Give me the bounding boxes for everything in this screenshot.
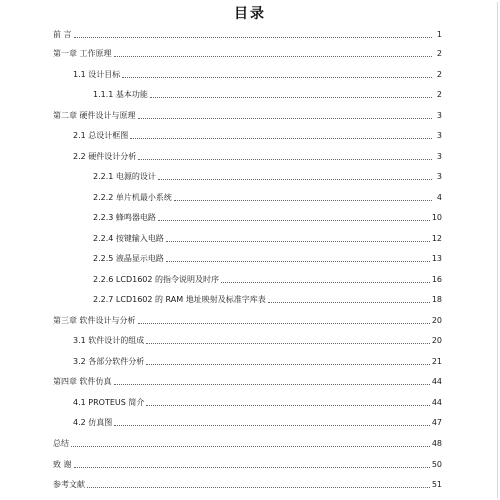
toc-entry-text: 2.2.5 液晶显示电路	[93, 254, 164, 263]
toc-leader-dots	[122, 76, 432, 78]
toc-entry-page: 16	[431, 275, 442, 284]
toc-entry-page: 3	[436, 152, 442, 161]
toc-entry-page: 47	[431, 418, 442, 427]
toc-entry-text: 总结	[53, 439, 69, 448]
toc-entry	[73, 150, 442, 162]
toc-entry	[73, 334, 442, 346]
toc-leader-dots	[221, 281, 430, 283]
toc-entry-page: 3	[436, 131, 442, 140]
toc-entry-text: 第一章 工作原理	[53, 49, 112, 58]
toc-entry	[53, 47, 442, 59]
toc-title: 目录	[234, 6, 266, 22]
toc-entry-page: 1	[436, 30, 442, 39]
toc-entry-page: 44	[431, 398, 442, 407]
toc-entry	[73, 396, 442, 408]
toc-entry	[53, 458, 442, 470]
toc-entry	[93, 191, 442, 203]
toc-entry-page: 44	[431, 377, 442, 386]
toc-entry-text: 2.2 硬件设计分析	[73, 152, 137, 161]
toc-entry-text: 2.2.3 蜂鸣器电路	[93, 213, 156, 222]
toc-entry-page: 2	[436, 70, 442, 79]
toc-leader-dots	[150, 96, 432, 98]
toc-entry	[93, 232, 442, 244]
toc-entry	[93, 252, 442, 264]
toc-entry	[53, 478, 442, 490]
toc-leader-dots	[114, 383, 430, 385]
toc-entry	[73, 355, 442, 367]
toc-entry-page: 4	[436, 193, 442, 202]
toc-leader-dots	[114, 55, 432, 57]
toc-entry-text: 1.1.1 基本功能	[93, 90, 148, 99]
toc-entry-text: 3.1 软件设计的组成	[73, 336, 145, 345]
toc-leader-dots	[166, 240, 430, 242]
toc-entry	[93, 293, 442, 305]
toc-entry-text: 前 言	[53, 30, 72, 39]
toc-entry-text: 3.2 各部分软件分析	[73, 357, 145, 366]
toc-leader-dots	[138, 322, 430, 324]
toc-entry-text: 第三章 软件设计与分析	[53, 316, 136, 325]
toc-entry-page: 13	[431, 254, 442, 263]
toc-leader-dots	[87, 486, 430, 488]
toc-entry-page: 10	[431, 213, 442, 222]
toc-leader-dots	[146, 404, 429, 406]
toc-entry-text: 2.2.6 LCD1602 的指令说明及时序	[93, 275, 220, 284]
toc-entry-page: 2	[436, 49, 442, 58]
toc-entry-text: 2.2.2 单片机最小系统	[93, 193, 172, 202]
toc-entry	[53, 437, 442, 449]
toc-entry-page: 48	[431, 439, 442, 448]
toc-leader-dots	[74, 36, 432, 38]
toc-leader-dots	[130, 137, 432, 139]
toc-entry-text: 2.2.7 LCD1602 的 RAM 地址映射及标准字库表	[93, 295, 266, 304]
toc-entry-page: 21	[431, 357, 442, 366]
toc-entry-page: 3	[436, 111, 442, 120]
toc-entry	[93, 273, 442, 285]
toc-entry-text: 第二章 硬件设计与原理	[53, 111, 136, 120]
toc-leader-dots	[138, 158, 432, 160]
toc-leader-dots	[114, 424, 430, 426]
toc-entry-page: 20	[431, 336, 442, 345]
toc-leader-dots	[268, 301, 430, 303]
toc-entry-text: 2.1 总设计框图	[73, 131, 129, 140]
toc-entry-page: 50	[431, 460, 442, 469]
toc-entry-page: 12	[431, 234, 442, 243]
toc-entry-page: 51	[431, 480, 442, 489]
toc-entry	[53, 28, 442, 40]
toc-entry-page: 20	[431, 316, 442, 325]
toc-leader-dots	[146, 342, 430, 344]
toc-entry	[73, 129, 442, 141]
toc-leader-dots	[166, 260, 430, 262]
toc-entry	[73, 416, 442, 428]
toc-entry	[73, 68, 442, 80]
toc-entry-text: 参考文献	[53, 480, 85, 489]
toc-entry-text: 4.2 仿真图	[73, 418, 113, 427]
toc-leader-dots	[71, 445, 430, 447]
toc-leader-dots	[158, 219, 430, 221]
toc-entry	[93, 211, 442, 223]
toc-entry	[93, 88, 442, 100]
toc-leader-dots	[174, 199, 432, 201]
toc-entry-page: 2	[436, 90, 442, 99]
toc-leader-dots	[146, 363, 430, 365]
toc-entry-text: 致 谢	[53, 460, 72, 469]
toc-leader-dots	[158, 178, 432, 180]
toc-entry-text: 2.2.4 按键输入电路	[93, 234, 164, 243]
toc-leader-dots	[138, 117, 432, 119]
toc-entry	[53, 109, 442, 121]
toc-entry	[53, 375, 442, 387]
toc-leader-dots	[74, 466, 430, 468]
toc-entry-text: 4.1 PROTEUS 简介	[73, 398, 145, 407]
toc-entry	[53, 314, 442, 326]
toc-entry	[93, 170, 442, 182]
toc-entry-text: 2.2.1 电源的设计	[93, 172, 156, 181]
toc-entry-page: 3	[436, 172, 442, 181]
toc-entry-text: 第四章 软件仿真	[53, 377, 112, 386]
toc-entry-text: 1.1 设计目标	[73, 70, 121, 79]
toc-entry-page: 18	[431, 295, 442, 304]
